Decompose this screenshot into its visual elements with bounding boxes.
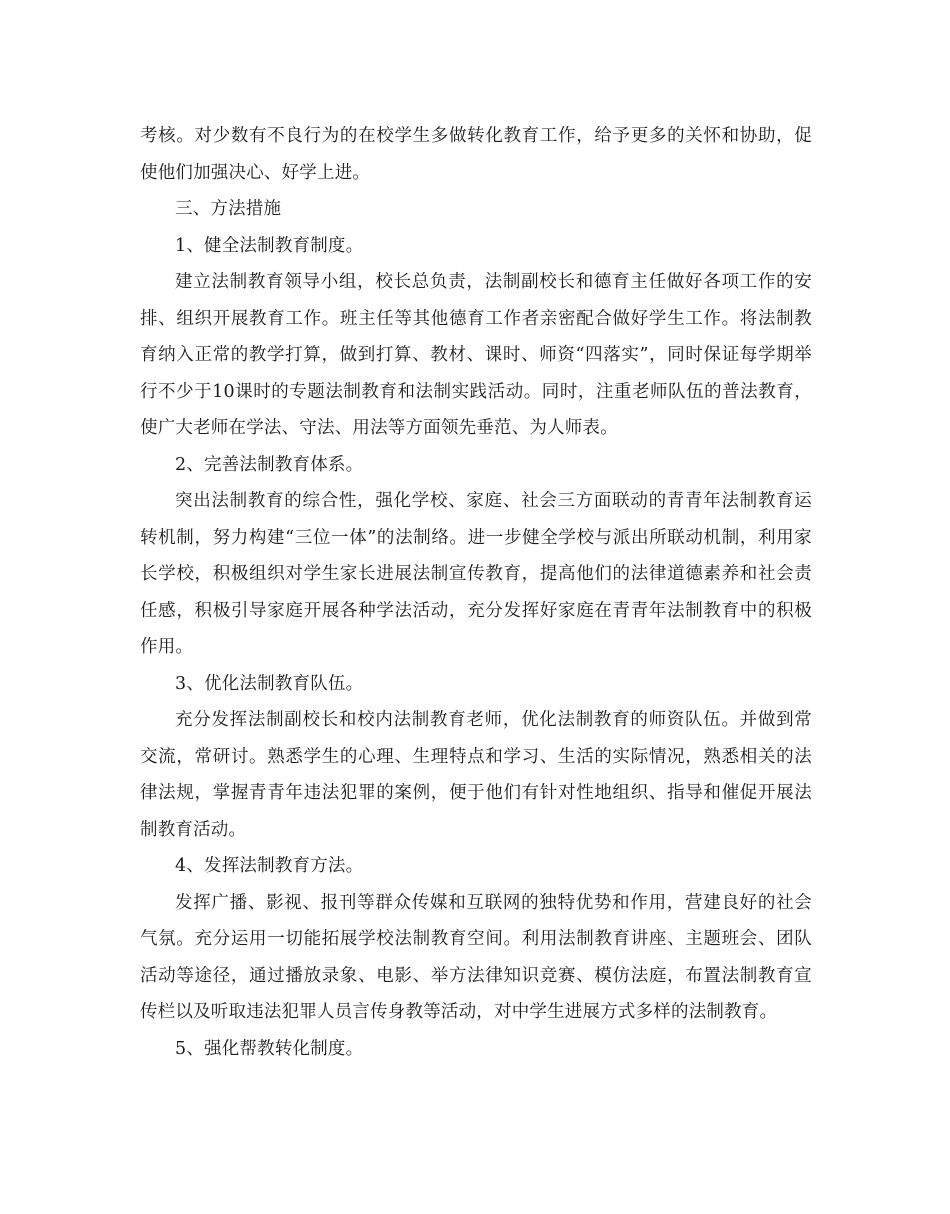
paragraph-4: 发挥广播、影视、报刊等群众传媒和互联网的独特优势和作用，营建良好的社会气氛。充分运用一切能拓展学校法制教育空间。利用法制教育讲座、主题班会、团队活动等途径，通过播放录象、电影、举方法律知识竞赛、模仿法庭，布置法制教育宣传栏以及听取违法犯罪人员言传身教等活动，对中学生进展方式多样的法制教育。 bbox=[140, 892, 812, 1022]
subheading-2: 2、完善法制教育体系。 bbox=[175, 454, 364, 475]
paragraph-1: 建立法制教育领导小组，校长总负责，法制副校长和德育主任做好各项工作的安排、组织开展教育工作。班主任等其他德育工作者亲密配合做好学生工作。将法制教育纳入正常的教学打算，做到打算、教材、课时、师资“四落实”，同时保证每学期举行不少于10课时的专题法制教育和法制实践活动。同时，注重老师队伍的普法教育，使广大老师在学法、守法、用法等方面领先垂范、为人师表。 bbox=[140, 272, 812, 438]
paragraph-3: 充分发挥法制副校长和校内法制教育老师，优化法制教育的师资队伍。并做到常交流，常研讨。熟悉学生的心理、生理特点和学习、生活的实际情况，熟悉相关的法律法规，掌握青青年违法犯罪的案例，便于他们有针对性地组织、指导和催促开展法制教育活动。 bbox=[140, 710, 812, 840]
paragraph-continuation: 考核。对少数有不良行为的在校学生多做转化教育工作，给予更多的关怀和协助，促使他们加强决心、好学上进。 bbox=[140, 126, 812, 183]
subheading-5: 5、强化帮教转化制度。 bbox=[175, 1038, 364, 1059]
paragraph-2: 突出法制教育的综合性，强化学校、家庭、社会三方面联动的青青年法制教育运转机制，努力构建“三位一体”的法制络。进一步健全学校与派出所联动机制，利用家长学校，积极组织对学生家长进展法制宣传教育，提高他们的法律道德素养和社会责任感，积极引导家庭开展各种学法活动，充分发挥好家庭在青青年法制教育中的积极作用。 bbox=[140, 491, 812, 657]
section-heading-methods: 三、方法措施 bbox=[175, 199, 282, 219]
subheading-3: 3、优化法制教育队伍。 bbox=[175, 673, 364, 694]
document-body bbox=[140, 118, 812, 1067]
subheading-4: 4、发挥法制教育方法。 bbox=[175, 856, 364, 876]
subheading-1: 1、健全法制教育制度。 bbox=[175, 235, 364, 256]
